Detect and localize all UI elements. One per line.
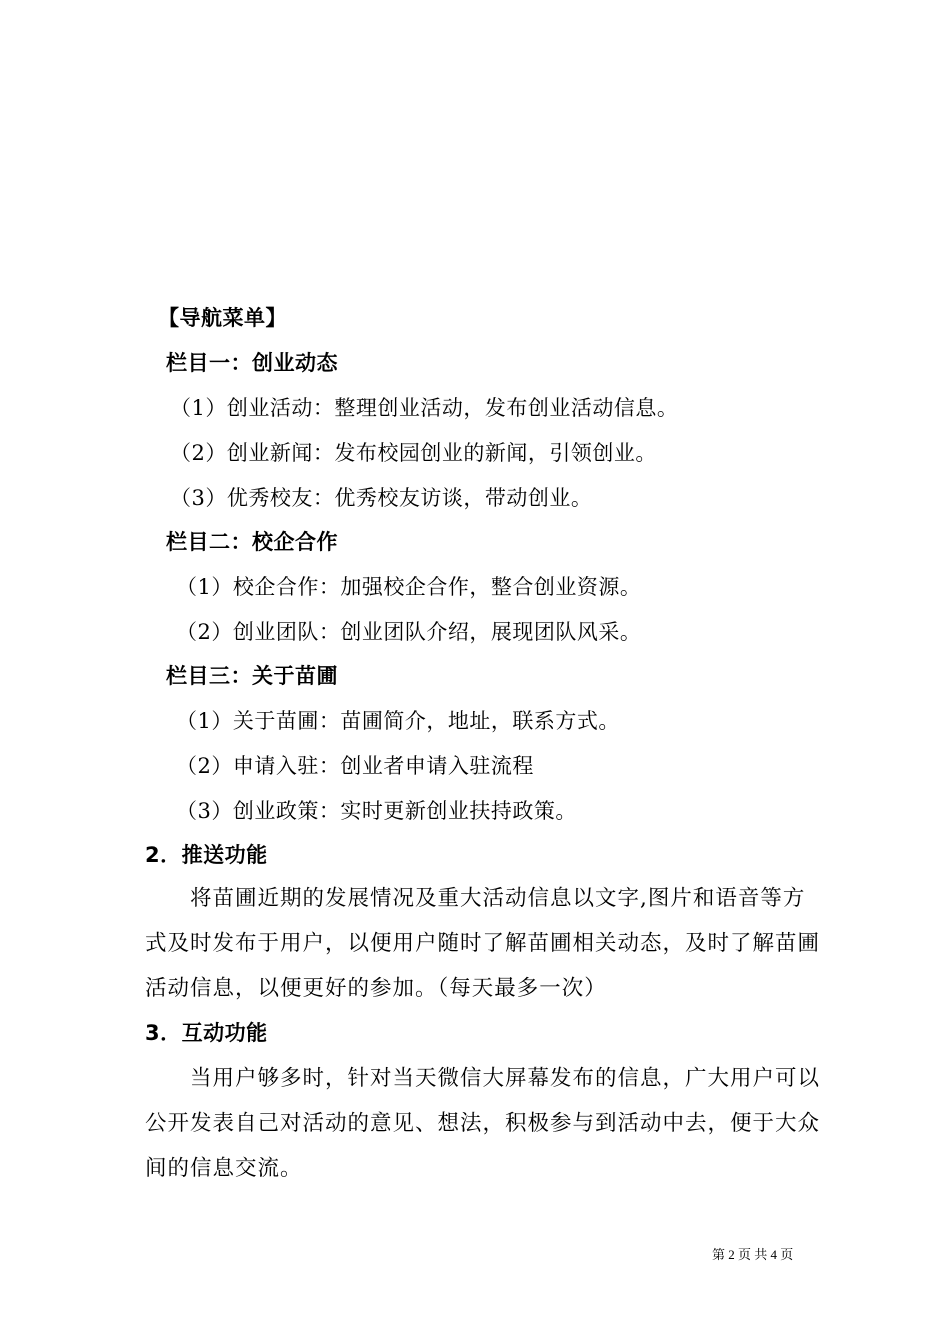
- paragraph-line: 活动信息，以便更好的参加。（每天最多一次）: [145, 976, 607, 1001]
- list-item: （1）关于苗圃：苗圃简介，地址，联系方式。: [176, 709, 620, 733]
- paragraph-line: 间的信息交流。: [145, 1156, 303, 1181]
- section-title: 栏目二：校企合作: [166, 530, 338, 554]
- list-item: （3）创业政策：实时更新创业扶持政策。: [176, 799, 577, 823]
- list-item: （1）校企合作：加强校企合作，整合创业资源。: [176, 575, 642, 599]
- list-item: （2）申请入驻：创业者申请入驻流程: [176, 754, 534, 778]
- section-title: 栏目三：关于苗圃: [166, 664, 338, 688]
- nav-menu-heading: 【导航菜单】: [158, 306, 287, 330]
- section-title: 栏目一：创业动态: [166, 351, 338, 375]
- paragraph-line: 式及时发布于用户，以便用户随时了解苗圃相关动态，及时了解苗圃: [145, 931, 821, 956]
- interactive-function-heading: 3．互动功能: [145, 1021, 268, 1045]
- list-item: （2）创业新闻：发布校园创业的新闻，引领创业。: [170, 441, 657, 465]
- list-item: （1）创业活动：整理创业活动，发布创业活动信息。: [170, 396, 679, 420]
- list-item: （3）优秀校友：优秀校友访谈，带动创业。: [170, 486, 593, 510]
- paragraph-line: 公开发表自己对活动的意见、想法，积极参与到活动中去，便于大众: [145, 1111, 821, 1136]
- paragraph-line: 当用户够多时，针对当天微信大屏幕发布的信息，广大用户可以: [190, 1066, 821, 1091]
- page-number: 第 2 页 共 4 页: [712, 1247, 794, 1262]
- paragraph-line: 将苗圃近期的发展情况及重大活动信息以文字,图片和语音等方: [190, 886, 806, 911]
- push-function-heading: 2．推送功能: [145, 843, 268, 867]
- list-item: （2）创业团队：创业团队介绍，展现团队风采。: [176, 620, 642, 644]
